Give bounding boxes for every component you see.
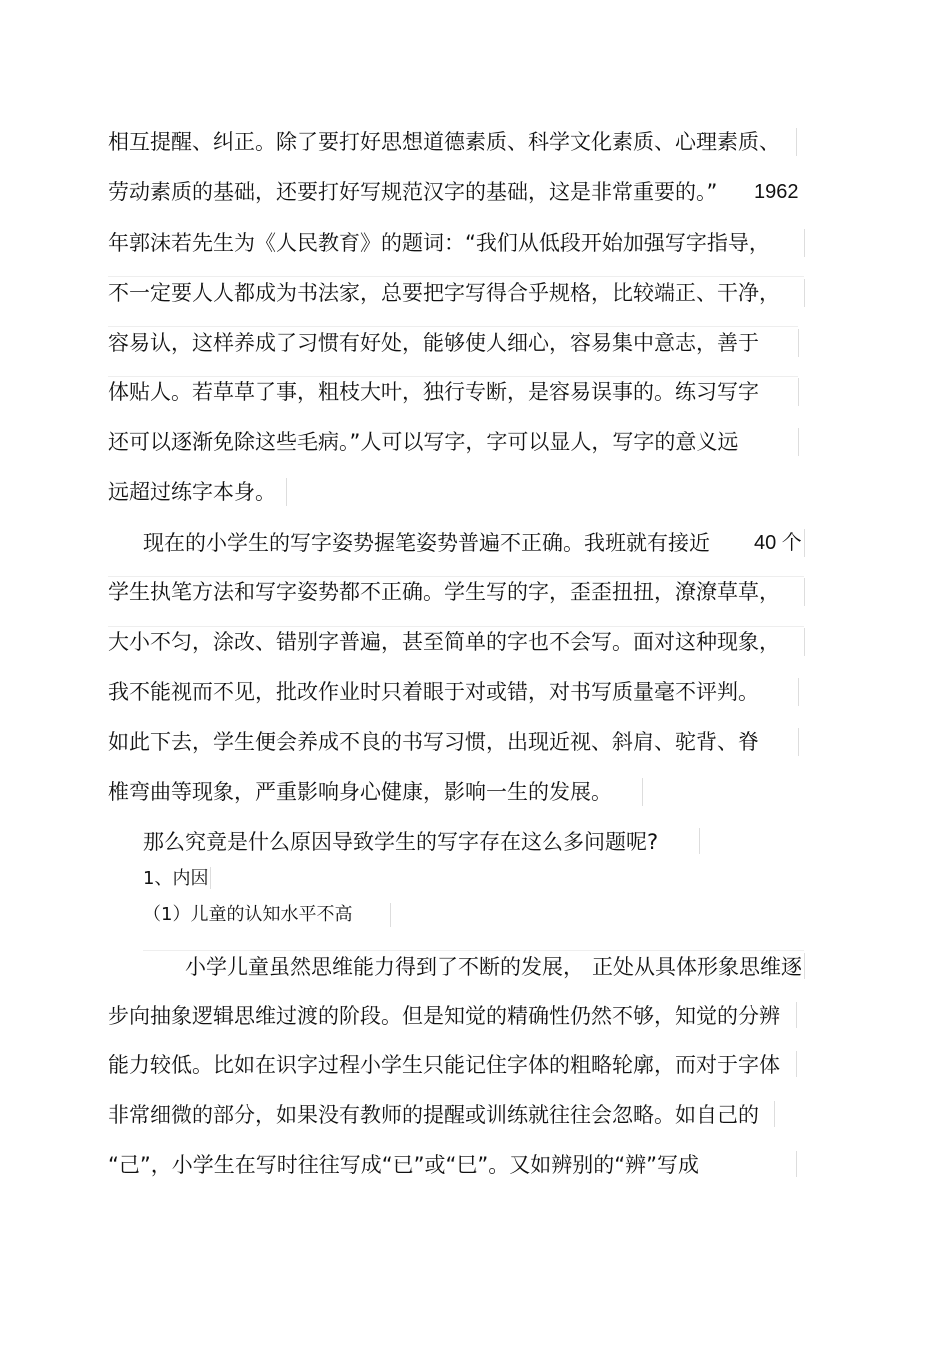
paragraph2-line-5: 如此下去，学生便会养成不良的书写习惯，出现近视、斜肩、驼背、脊 xyxy=(108,730,759,754)
paragraph3-line-1b: 正处从具体形象思维逐 xyxy=(592,955,802,979)
paragraph1-line-4: 不一定要人人都成为书法家，总要把字写得合乎规格，比较端正、干净， xyxy=(108,281,780,305)
line-end-marker xyxy=(796,1151,797,1177)
paragraph2-line-2: 学生执笔方法和写字姿势都不正确。学生写的字，歪歪扭扭，潦潦草草， xyxy=(108,580,780,604)
line-end-marker xyxy=(798,728,799,756)
line-end-marker xyxy=(804,229,805,257)
heading-internal-causes: 1、内因 xyxy=(143,868,209,889)
line-end-marker xyxy=(774,1101,775,1127)
paragraph1-line-5: 容易认，这样养成了习惯有好处，能够使人细心，容易集中意志，善于 xyxy=(108,331,759,355)
line-end-marker xyxy=(796,128,797,156)
line-end-marker xyxy=(796,1051,797,1077)
line-rule xyxy=(108,326,798,327)
line-end-marker xyxy=(798,678,799,706)
line-rule xyxy=(108,376,798,377)
line-end-marker xyxy=(699,828,700,854)
paragraph3-line-4: 非常细微的部分，如果没有教师的提醒或训练就往往会忽略。如自己的 xyxy=(108,1103,759,1127)
paragraph2-line-6: 椎弯曲等现象，严重影响身心健康，影响一生的发展。 xyxy=(108,780,612,804)
line-end-marker xyxy=(804,279,805,307)
question-line: 那么究竟是什么原因导致学生的写字存在这么多问题呢? xyxy=(143,830,659,854)
line-end-marker xyxy=(804,953,805,979)
paragraph1-line-6: 体贴人。若草草了事，粗枝大叶，独行专断，是容易误事的。练习写字 xyxy=(108,380,759,404)
line-end-marker xyxy=(210,867,211,889)
line-end-marker xyxy=(390,903,391,927)
line-rule xyxy=(108,276,804,277)
paragraph1-line-8: 远超过练字本身。 xyxy=(108,480,276,504)
paragraph1-line-7: 还可以逐渐免除这些毛病。”人可以写字，字可以显人，写字的意义远 xyxy=(108,430,739,454)
line-end-marker xyxy=(804,578,805,606)
line-end-marker xyxy=(642,778,643,806)
line-end-marker xyxy=(286,478,287,506)
student-count: 40 个 xyxy=(754,532,802,554)
heading-cognitive-level: （1）儿童的认知水平不高 xyxy=(143,904,353,925)
paragraph2-line-1: 现在的小学生的写字姿势握笔姿势普遍不正确。我班就有接近 xyxy=(143,531,710,555)
line-end-marker xyxy=(804,628,805,656)
paragraph3-line-2: 步向抽象逻辑思维过渡的阶段。但是知觉的精确性仍然不够，知觉的分辨 xyxy=(108,1004,780,1028)
line-end-marker xyxy=(804,529,805,557)
line-end-marker xyxy=(798,428,799,456)
paragraph1-line-3: 年郭沫若先生为《人民教育》的题词：“我们从低段开始加强写字指导， xyxy=(108,231,770,255)
paragraph3-line-1a: 小学儿童虽然思维能力得到了不断的发展， xyxy=(185,955,584,979)
line-rule xyxy=(108,576,804,577)
paragraph2-line-4: 我不能视而不见，批改作业时只着眼于对或错，对书写质量毫不评判。 xyxy=(108,680,759,704)
line-rule xyxy=(143,950,804,951)
paragraph2-line-3: 大小不匀，涂改、错别字普遍，甚至简单的字也不会写。面对这种现象， xyxy=(108,630,780,654)
line-end-marker xyxy=(796,1002,797,1028)
line-end-marker xyxy=(798,378,799,406)
paragraph1-line-1: 相互提醒、纠正。除了要打好思想道德素质、科学文化素质、心理素质、 xyxy=(108,130,780,154)
paragraph3-line-3: 能力较低。比如在识字过程小学生只能记住字体的粗略轮廓，而对于字体 xyxy=(108,1053,780,1077)
line-rule xyxy=(108,626,804,627)
paragraph1-line-2: 劳动素质的基础，还要打好写规范汉字的基础，这是非常重要的。” xyxy=(108,180,718,204)
year-number: 1962 xyxy=(754,181,799,203)
paragraph3-line-5: “己”，小学生在写时往往写成“已”或“巳”。又如辨别的“辨”写成 xyxy=(108,1153,700,1177)
line-end-marker xyxy=(798,329,799,357)
